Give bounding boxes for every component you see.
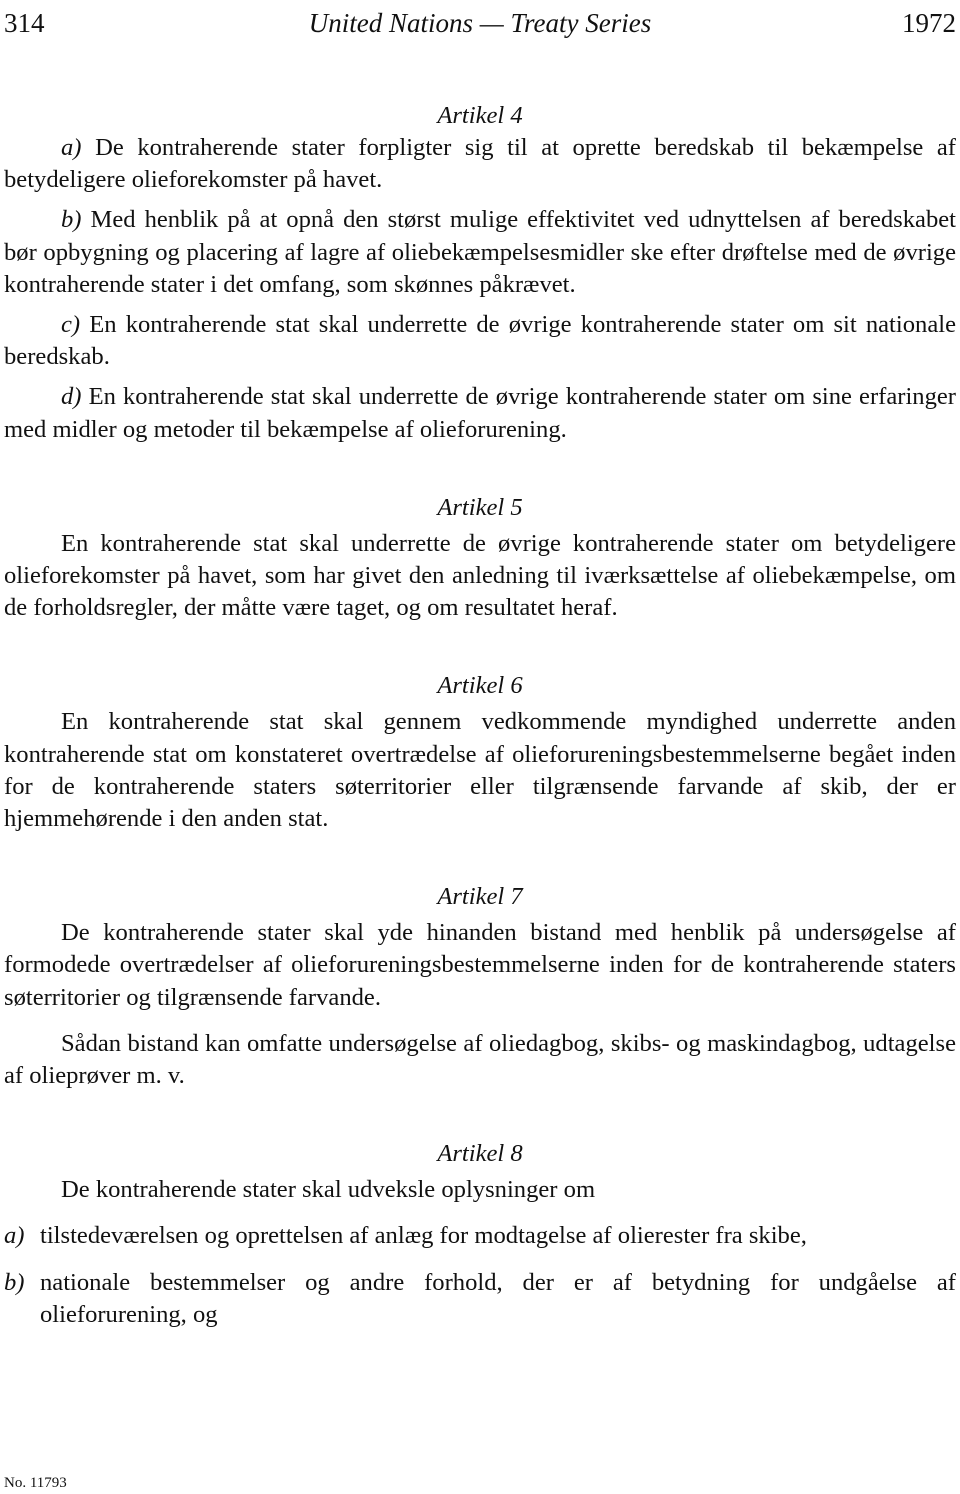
- series-title: United Nations — Treaty Series: [308, 8, 652, 38]
- item-label: d): [61, 383, 82, 411]
- item-label: b): [61, 206, 82, 234]
- list-item-a: [4, 1220, 956, 1252]
- article-7: [4, 881, 956, 1092]
- item-text: tilstedeværelsen og oprettelsen af anlæg for modtagelse af olierester fra skibe,: [40, 1222, 807, 1250]
- paragraph-c: [4, 309, 956, 373]
- article-text: En kontraherende stat skal gennem vedkommende myndighed underrette anden kontraherende stat om konstateret overtrædelse af olieforureningsbestemmelserne begået inden for de kontraherende staters søterritorier eller tilgrænsende farvande af skib, der er hjemmehørende i den anden stat.: [4, 708, 956, 833]
- year: 1972: [902, 8, 956, 38]
- item-label: c): [61, 311, 81, 339]
- article-4: [4, 100, 956, 446]
- article-text-1: De kontraherende stater skal yde hinanden bistand med henblik på undersøgelse af formodede overtrædelser af olieforureningsbestemmelserne inden for de kontraherende staters søterritorier og tilgrænsende farvande.: [4, 919, 956, 1011]
- item-text: Med henblik på at opnå den størst mulige effektivitet ved udnyttelsen af beredskabet bør opbygning og placering af lagre af oliebekæmpelsesmidler ske efter drøftelse med de øvrige kontraherende stater i det omfang, som skønnes påkrævet.: [4, 206, 956, 298]
- article-intro: De kontraherende stater skal udveksle oplysninger om: [61, 1176, 596, 1204]
- article-text: En kontraherende stat skal underrette de øvrige kontraherende stater om betydeligere olieforekomster på havet, som har givet den anledning til iværksættelse af oliebekæmpelse, om de forholdsregler, der måtte være taget, og om resultatet heraf.: [4, 529, 956, 622]
- item-text: En kontraherende stat skal underrette de øvrige kontraherende stater om sit nationale beredskab.: [4, 311, 956, 371]
- item-label: a): [4, 1222, 25, 1250]
- article-heading: Artikel 4: [437, 102, 523, 129]
- page-number: 314: [4, 8, 45, 38]
- article-text-2: Sådan bistand kan omfatte undersøgelse af oliedagbog, skibs- og maskindagbog, udtagelse af olieprøver m. v.: [4, 1029, 956, 1090]
- paragraph-b: [4, 204, 956, 301]
- article-heading: Artikel 6: [437, 672, 523, 700]
- paragraph-d: [4, 381, 956, 445]
- article-heading: Artikel 7: [437, 883, 523, 911]
- list-item-b: [4, 1267, 956, 1331]
- article-8: [4, 1138, 956, 1331]
- treaty-number: No. 11793: [4, 1475, 67, 1491]
- article-5: [4, 492, 956, 625]
- item-text: De kontraherende stater forpligter sig til at oprette beredskab til bekæmpelse af betydeligere olieforekomster på havet.: [4, 134, 956, 194]
- article-heading: Artikel 8: [437, 1140, 523, 1168]
- item-label: a): [61, 134, 82, 161]
- article-heading: Artikel 5: [437, 493, 523, 521]
- item-label: b): [4, 1268, 25, 1296]
- paragraph-a: [4, 132, 956, 196]
- running-header: [4, 8, 956, 48]
- item-text: En kontraherende stat skal underrette de øvrige kontraherende stater om sine erfaringer med midler og metoder til bekæmpelse af olieforurening.: [4, 383, 956, 443]
- item-text: nationale bestemmelser og andre forhold, der er af betydning for undgåelse af olieforurening, og: [40, 1268, 956, 1328]
- article-6: [4, 670, 956, 835]
- body-text: [4, 100, 956, 1331]
